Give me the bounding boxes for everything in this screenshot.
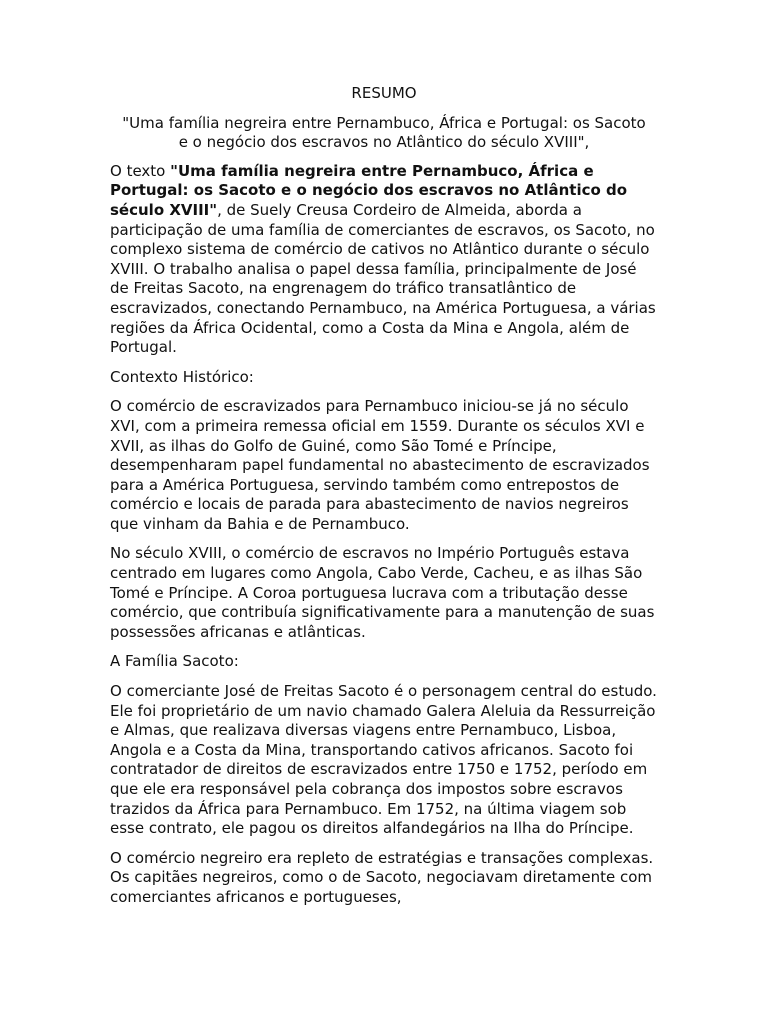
- historical-context-paragraph-2: No século XVIII, o comércio de escravos no Império Português estava centrado em lugares como Angola, Cabo Verde, Cacheu, e as ilhas São Tomé e Príncipe. A Coroa portuguesa lucrava com a tributação desse comércio, que contribuía significativamente para a manutenção de suas possessões africanas e atlânticas.: [110, 544, 655, 641]
- intro-rest: , de Suely Creusa Cordeiro de Almeida, aborda a participação de uma família de comerciantes de escravos, os Sacoto, no complexo sistema de comércio de cativos no Atlântico durante o século XVIII. O trabalho analisa o papel dessa família, principalmente de José de Freitas Sacoto, na engrenagem do tráfico transatlântico de escravizados, conectando Pernambuco, na América Portuguesa, a várias regiões da África Ocidental, como a Costa da Mina e Angola, além de Portugal.: [110, 200, 656, 357]
- document-subtitle: [110, 114, 658, 153]
- section-heading-sacoto-family: A Família Sacoto:: [110, 652, 239, 671]
- sacoto-family-paragraph-1: O comerciante José de Freitas Sacoto é o personagem central do estudo. Ele foi proprietário de um navio chamado Galera Aleluia da Ressurreição e Almas, que realizava diversas viagens entre Pernambuco, Lisboa, Angola e a Costa da Mina, transportando cativos africanos. Sacoto foi contratador de direitos de escravizados entre 1750 e 1752, período em que ele era responsável pela cobrança dos impostos sobre escravos trazidos da África para Pernambuco. Em 1752, na última viagem sob esse contrato, ele pagou os direitos alfandegários na Ilha do Príncipe.: [110, 682, 657, 838]
- intro-bold-title: "Uma família negreira entre Pernambuco, África e Portugal: os Sacoto e o negócio dos escravos no Atlântico do século XVIII": [110, 161, 628, 219]
- document-page: [110, 84, 658, 918]
- sacoto-family-paragraph-2: O comércio negreiro era repleto de estratégias e transações complexas. Os capitães negreiros, como o de Sacoto, negociavam diretamente com comerciantes africanos e portugueses,: [110, 848, 654, 906]
- intro-prefix: O texto: [110, 161, 171, 180]
- document-heading: RESUMO: [351, 84, 417, 102]
- subtitle-line-1: "Uma família negreira entre Pernambuco, África e Portugal: os Sacoto: [122, 113, 646, 132]
- historical-context-paragraph-1: O comércio de escravizados para Pernambuco iniciou-se já no século XVI, com a primeira remessa oficial em 1559. Durante os séculos XVI e XVII, as ilhas do Golfo de Guiné, como São Tomé e Príncipe, desempenharam papel fundamental no abastecimento de escravizados para a América Portuguesa, servindo também como entrepostos de comércio e locais de parada para abastecimento de navios negreiros que vinham da Bahia e de Pernambuco.: [110, 397, 650, 533]
- subtitle-line-2: e o negócio dos escravos no Atlântico do século XVIII",: [178, 133, 590, 152]
- intro-paragraph: [110, 162, 658, 358]
- section-heading-historical-context: Contexto Histórico:: [110, 367, 254, 386]
